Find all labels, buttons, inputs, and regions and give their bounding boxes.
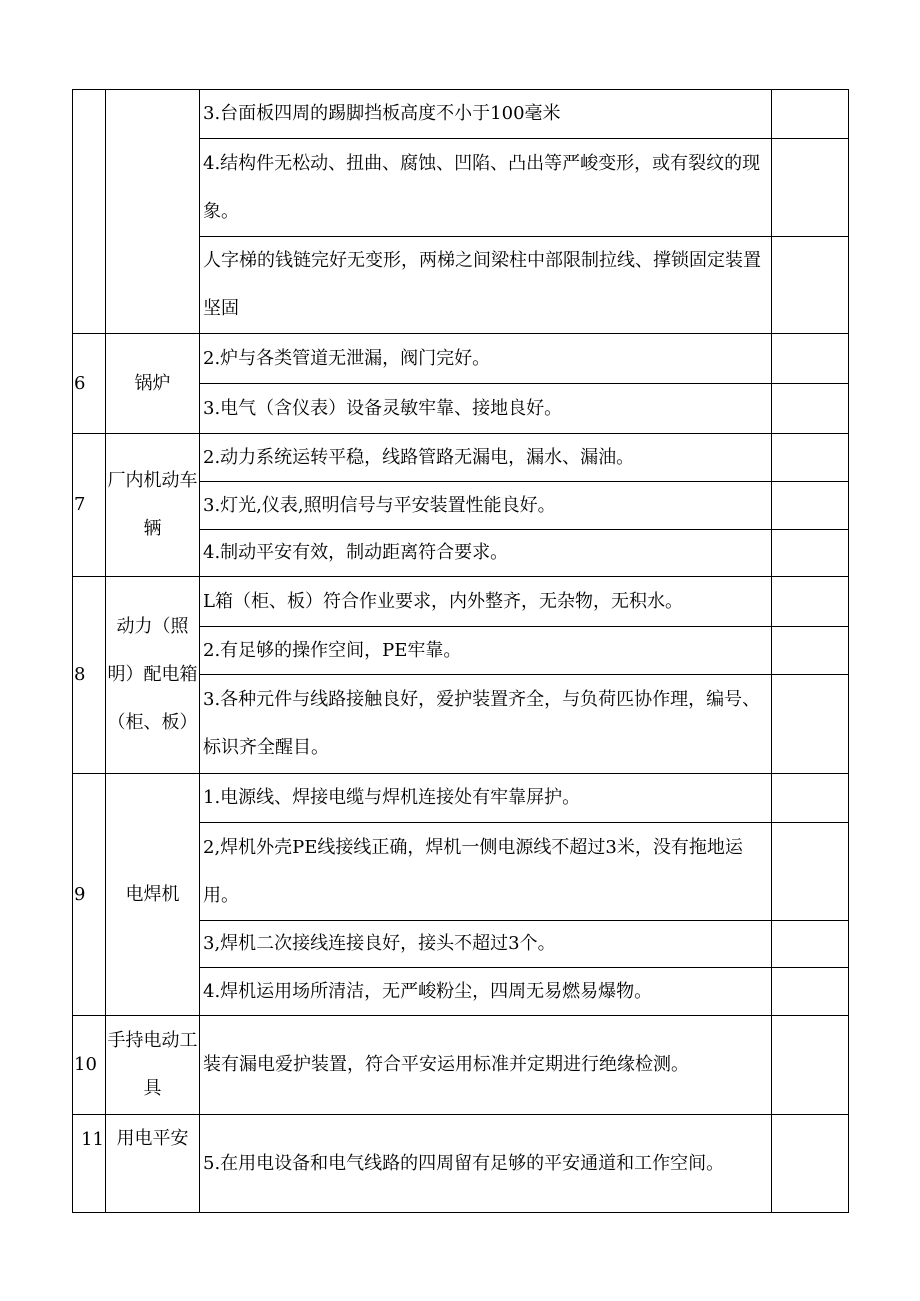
item-name-text: 动力（照明）配电箱（柜、板） <box>107 616 198 733</box>
check-item-text: 2.有足够的操作空间，PE牢靠。 <box>203 639 462 661</box>
check-item <box>200 90 772 139</box>
result-cell[interactable] <box>772 921 849 968</box>
check-item-text: 4.结构件无松动、扭曲、腐蚀、凹陷、凸出等严峻变形，或有裂纹的现象。 <box>203 152 761 222</box>
check-item <box>200 823 772 921</box>
item-name-text: 用电平安 <box>116 1128 189 1149</box>
check-item-text: 1.电源线、焊接电缆与焊机连接处有牢靠屏护。 <box>203 787 581 809</box>
check-item <box>200 530 772 577</box>
row-number: 10 <box>73 1016 106 1115</box>
check-item-text: 3,焊机二次接线连接良好，接头不超过3个。 <box>203 933 556 955</box>
result-cell[interactable] <box>772 434 849 482</box>
row-number: 6 <box>73 334 106 434</box>
inspection-table <box>72 89 849 1213</box>
check-item-text: 3.电气（含仪表）设备灵敏牢靠、接地良好。 <box>203 397 563 419</box>
result-cell[interactable] <box>772 139 849 237</box>
check-item <box>200 675 772 774</box>
result-cell[interactable] <box>772 237 849 334</box>
item-name <box>106 90 200 334</box>
check-item <box>200 921 772 968</box>
item-name <box>106 334 200 434</box>
check-item-text: 人字梯的钱链完好无变形，两梯之间梁柱中部限制拉线、撑锁固定装置坚固 <box>203 250 761 319</box>
result-cell[interactable] <box>772 334 849 384</box>
check-item <box>200 577 772 627</box>
result-cell[interactable] <box>772 1115 849 1213</box>
item-name-text: 锅炉 <box>134 372 171 394</box>
row-number <box>73 90 106 334</box>
check-item-text: L箱（柜、板）符合作业要求，内外整齐，无杂物，无积水。 <box>203 590 683 612</box>
row-number: 11 <box>73 1115 106 1213</box>
result-cell[interactable] <box>772 384 849 434</box>
result-cell[interactable] <box>772 482 849 530</box>
check-item <box>200 627 772 675</box>
check-item-text: 2.动力系统运转平稳，线路管路无漏电，漏水、漏油。 <box>203 446 635 468</box>
check-item-text: 3.各种元件与线路接触良好，爱护装置齐全，与负荷匹协作理，编号、标识齐全醒目。 <box>203 689 761 758</box>
result-cell[interactable] <box>772 968 849 1016</box>
row-number: 9 <box>73 774 106 1016</box>
check-item <box>200 434 772 482</box>
check-item-text: 3.灯光,仪表,照明信号与平安装置性能良好。 <box>203 494 556 516</box>
check-item <box>200 482 772 530</box>
row-number: 8 <box>73 577 106 774</box>
check-item-text: 4.焊机运用场所清洁，无严峻粉尘，四周无易燃易爆物。 <box>203 980 653 1002</box>
item-name <box>106 1016 200 1115</box>
result-cell[interactable] <box>772 823 849 921</box>
result-cell[interactable] <box>772 530 849 577</box>
check-item-text: 2,焊机外壳PE线接线正确，焊机一侧电源线不超过3米，没有拖地运用。 <box>203 836 743 906</box>
check-item <box>200 237 772 334</box>
result-cell[interactable] <box>772 627 849 675</box>
item-name-text: 手持电动工具 <box>107 1030 198 1099</box>
result-cell[interactable] <box>772 577 849 627</box>
item-name <box>106 434 200 577</box>
check-item <box>200 1115 772 1213</box>
check-item-text: 装有漏电爱护装置，符合平安运用标准并定期进行绝缘检测。 <box>203 1054 689 1075</box>
result-cell[interactable] <box>772 774 849 823</box>
result-cell[interactable] <box>772 1016 849 1115</box>
result-cell[interactable] <box>772 90 849 139</box>
check-item <box>200 334 772 384</box>
item-name <box>106 1115 200 1213</box>
check-item-text: 2.炉与各类管道无泄漏，阀门完好。 <box>203 347 491 369</box>
check-item-text: 3.台面板四周的踢脚挡板高度不小于100毫米 <box>203 103 561 124</box>
item-name <box>106 774 200 1016</box>
check-item <box>200 139 772 237</box>
item-name-text: 电焊机 <box>125 883 180 905</box>
result-cell[interactable] <box>772 675 849 774</box>
row-number: 7 <box>73 434 106 577</box>
check-item <box>200 968 772 1016</box>
item-name <box>106 577 200 774</box>
check-item <box>200 384 772 434</box>
check-item <box>200 1016 772 1115</box>
check-item-text: 4.制动平安有效，制动距离符合要求。 <box>203 542 509 564</box>
check-item <box>200 774 772 823</box>
item-name-text: 厂内机动车辆 <box>107 470 198 539</box>
check-item-text: 5.在用电设备和电气线路的四周留有足够的平安通道和工作空间。 <box>203 1152 725 1174</box>
